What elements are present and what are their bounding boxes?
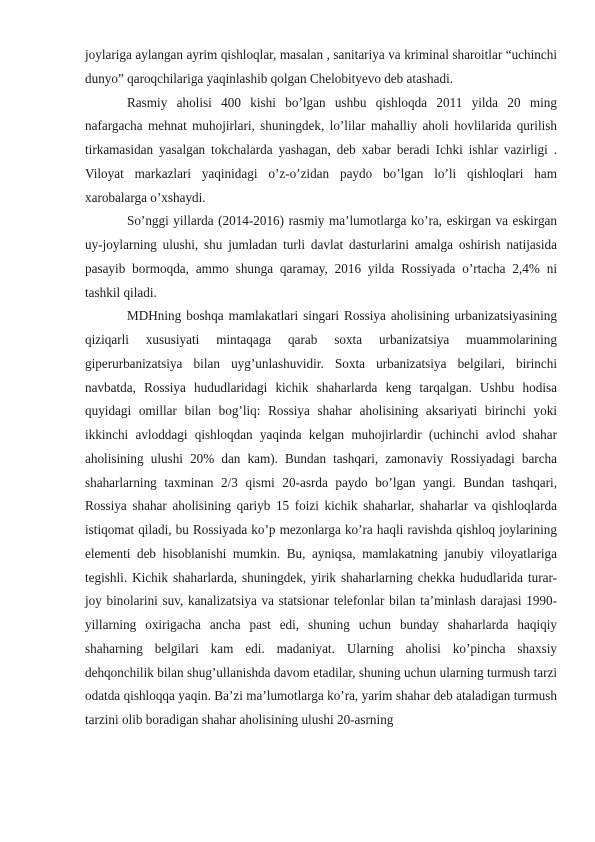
paragraph: So’nggi yillarda (2014-2016) rasmiy ma’lumotlarga ko’ra, eskirgan va eskirgan uy-joylarning ulushi, shu jumladan turli davlat dasturlarini amalga oshirish natijasida pasayib bormoqda, ammo shunga qaramay, 2016 yilda Rossiyada o’rtacha 2,4% ni tashkil qiladi. xyxy=(85,213,557,300)
paragraph: Rasmiy aholisi 400 kishi bo’lgan ushbu qishloqda 2011 yilda 20 ming nafargacha mehnat muhojirlari, shuningdek, lo’lilar mahalliy aholi hovlilarida qurilish tirkamasidan yasalgan tokchalarda yashagan, deb xabar beradi Ichki ishlar vazirligi . Viloyat markazlari yaqinidagi o’z-o’zidan paydo bo’lgan lo’li qishloqlari ham xarobalarga o’xshaydi. xyxy=(85,94,557,205)
paragraph-continued: joylariga aylangan ayrim qishloqlar, masalan , sanitariya va kriminal sharoitlar “uchinchi dunyo” qaroqchilariga yaqinlashib qolgan Chelobityevo deb atashadi. xyxy=(85,47,557,86)
document-body xyxy=(85,43,557,732)
paragraph: MDHning boshqa mamlakatlari singari Rossiya aholisining urbanizatsiyasining qiziqarli xususiyati mintaqaga qarab soxta urbanizatsiya muammolarining giperurbanizatsiya bilan uyg’unlashuvidir. Soxta urbanizatsiya belgilari, birinchi navbatda, Rossiya hududlaridagi kichik shaharlarda keng tarqalgan. Ushbu hodisa quyidagi omillar bilan bog’liq: Rossiya shahar aholisining aksariyati birinchi yoki ikkinchi avloddagi qishloqdan yaqinda kelgan muhojirlardir (uchinchi avlod shahar aholisining ulushi 20% dan kam). Bundan tashqari, zamonaviy Rossiyadagi barcha shaharlarning taxminan 2/3 qismi 20-asrda paydo bo’lgan yangi. Bundan tashqari, Rossiya shahar aholisining qariyb 15 foizi kichik shaharlar, shaharlar va qishloqlarda istiqomat qiladi, bu Rossiyada ko’p mezonlarga ko’ra haqli ravishda qishloq joylarining elementi deb hisoblanishi mumkin. Bu, ayniqsa, mamlakatning janubiy viloyatlariga tegishli. Kichik shaharlarda, shuningdek, yirik shaharlarning chekka hududlarida turar-joy binolarini suv, kanalizatsiya va statsionar telefonlar bilan ta’minlash darajasi 1990-yillarning oxirigacha ancha past edi, shuning uchun bunday shaharlarda haqiqiy shaharning belgilari kam edi. madaniyat. Ularning aholisi ko’pincha shaxsiy dehqonchilik bilan shug’ullanishda davom etadilar, shuning uchun ularning turmush tarzi odatda qishloqqa yaqin. Ba’zi ma’lumotlarga ko’ra, yarim shahar deb ataladigan turmush tarzini olib boradigan shahar aholisining ulushi 20-asrning xyxy=(85,308,557,727)
